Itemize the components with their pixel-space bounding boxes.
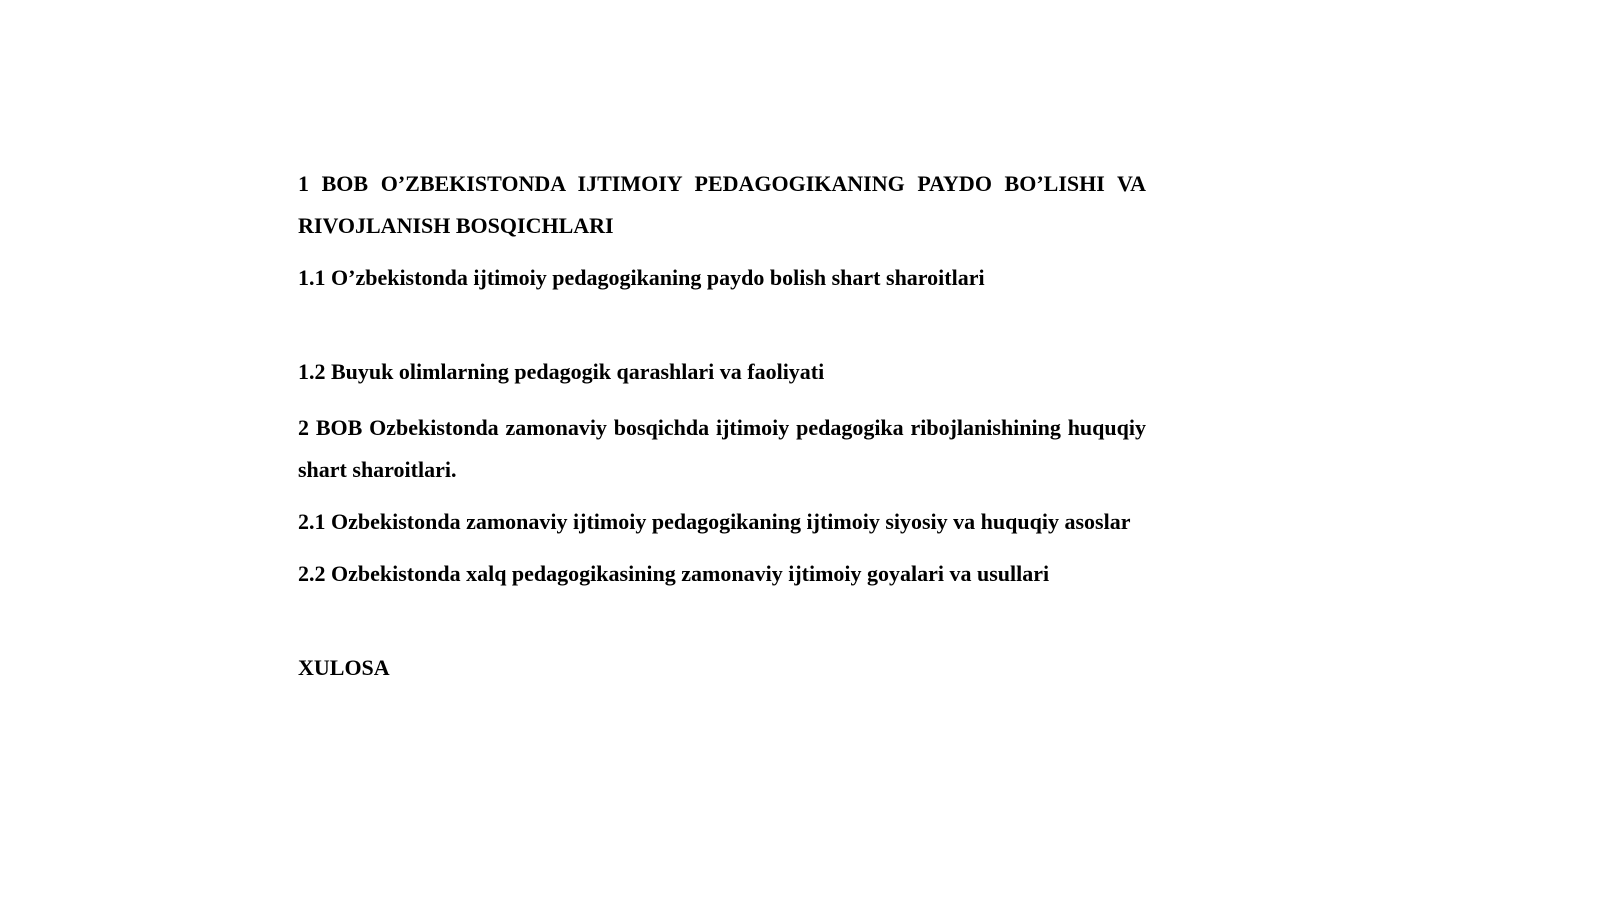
toc-conclusion: XULOSA bbox=[298, 655, 390, 680]
toc-section-2-1: 2.1 Ozbekistonda zamonaviy ijtimoiy pedagogikaning ijtimoiy siyosiy va huquqiy asoslar bbox=[298, 509, 1131, 534]
toc-chapter-2: 2 BOB Ozbekistonda zamonaviy bosqichda ijtimoiy pedagogika ribojlanishining huquqiy shart sharoitlari. bbox=[298, 415, 1146, 482]
table-of-contents bbox=[298, 163, 1146, 689]
toc-section-1-1: 1.1 O’zbekistonda ijtimoiy pedagogikaning paydo bolish shart sharoitlari bbox=[298, 265, 985, 290]
toc-section-1-2: 1.2 Buyuk olimlarning pedagogik qarashlari va faoliyati bbox=[298, 359, 825, 384]
toc-chapter-1: 1 BOB O’ZBEKISTONDA IJTIMOIY PEDAGOGIKANING PAYDO BO’LISHI VA RIVOJLANISH BOSQICHLARI bbox=[298, 171, 1146, 238]
toc-section-2-2: 2.2 Ozbekistonda xalq pedagogikasining zamonaviy ijtimoiy goyalari va usullari bbox=[298, 561, 1050, 586]
